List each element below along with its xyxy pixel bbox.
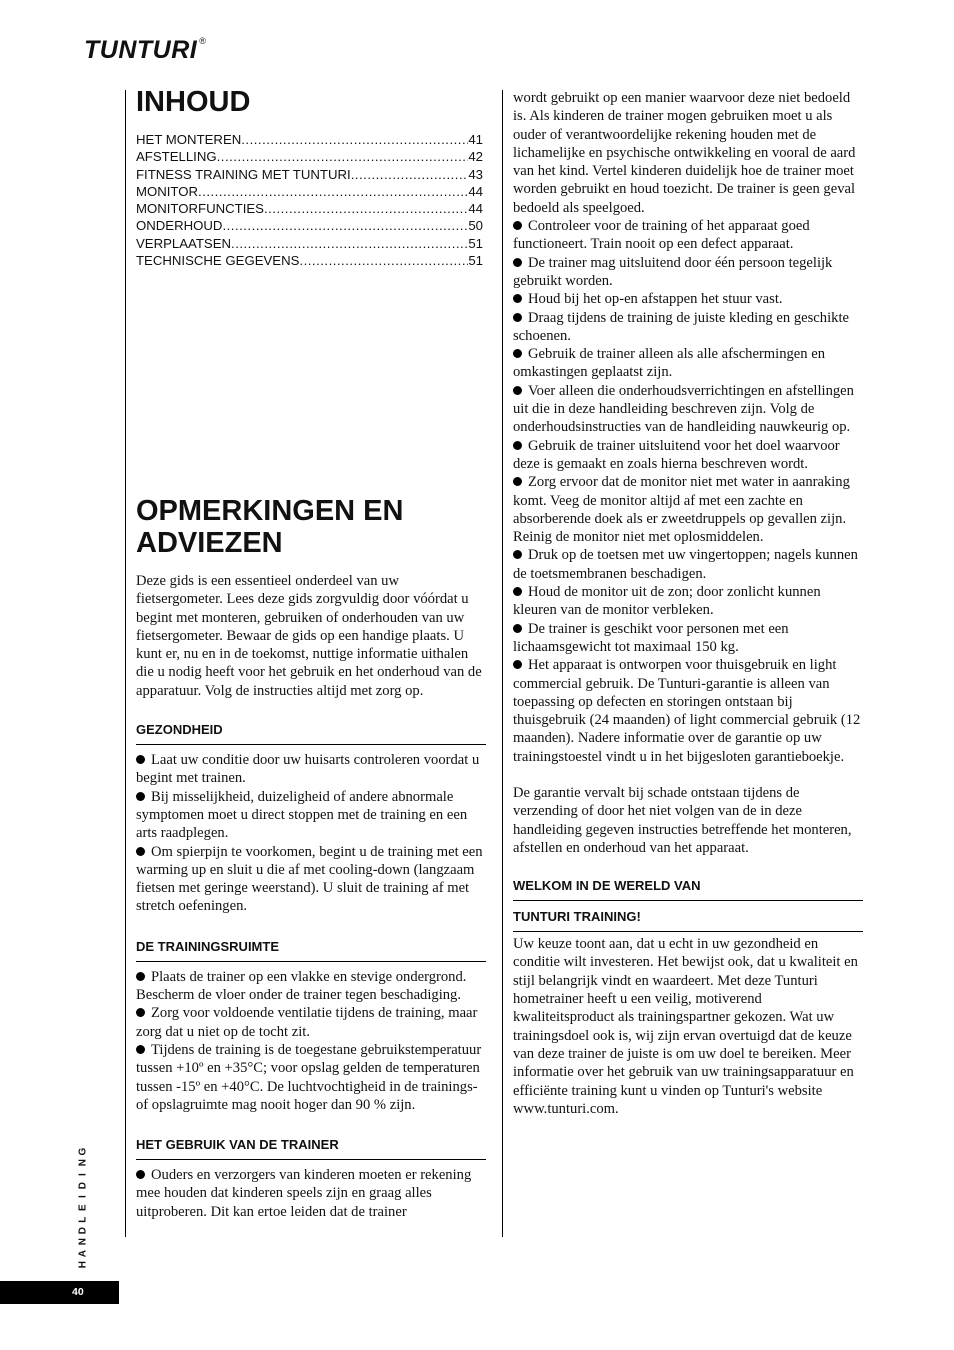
toc-item [136, 200, 483, 217]
toc-item [136, 148, 483, 165]
use-list [513, 217, 863, 766]
use-first-item: Ouders en verzorgers van kinderen moeten er rekening mee houden dat kinderen speels zijn en graag alles uitproberen. Dit kan ertoe leiden dat de trainer [136, 1167, 472, 1220]
health-list [136, 751, 486, 916]
bullet-icon [513, 624, 522, 633]
toc-leader-dots [351, 166, 469, 183]
list-item: Het apparaat is ontworpen voor thuisgebruik en light commercial gebruik. De Tunturi-garantie is alleen van toepassing op defecten en storingen ontstaan bij thuisgebruik (24 maanden) of light commercial gebruik (12 maanden). Nadere informatie over de garantie op uw trainingstoestel vindt u in het bijgesloten garantieboekje. [513, 657, 861, 765]
list-item: Zorg ervoor dat de monitor niet met water in aanraking komt. Veeg de monitor altijd af met een zachte en absorberende doek als er zweetdruppels op gevallen zijn. Reinig de monitor niet met oplosmiddelen. [513, 474, 850, 546]
list-item: De trainer mag uitsluitend door één persoon tegelijk gebruikt worden. [513, 254, 833, 289]
list-item: Zorg voor voldoende ventilatie tijdens de training, maar zorg dat u niet op de tocht zit. [136, 1005, 478, 1040]
toc-item-label: VERPLAATSEN [136, 235, 232, 251]
space-title: DE TRAININGSRUIMTE [136, 939, 486, 962]
space-section [136, 939, 486, 1114]
bullet-icon [513, 477, 522, 486]
list-item: De trainer is geschikt voor personen met een lichaamsgewicht tot maximaal 150 kg. [513, 620, 789, 655]
table-of-contents [136, 131, 483, 269]
toc-item-label: MONITORFUNCTIES [136, 201, 264, 217]
registered-mark: ® [199, 36, 206, 46]
left-column [136, 86, 486, 1220]
side-label: G N I D I E L D N A H [77, 1147, 89, 1269]
list-item: Bij misselijkheid, duizeligheid of andere abnormale symptomen moet u direct stoppen met de training en een arts raadplegen. [136, 788, 468, 842]
toc-item [136, 252, 483, 269]
health-section [136, 722, 486, 916]
toc-item [136, 166, 483, 183]
list-item: Draag tijdens de training de juiste kleding en geschikte schoenen. [513, 309, 849, 344]
bullet-icon [513, 550, 522, 559]
toc-leader-dots [264, 200, 468, 217]
bullet-icon [513, 221, 522, 230]
notes-intro: Deze gids is een essentieel onderdeel van uw fietsergometer. Lees deze gids zorgvuldig door vóórdat u begint met monteren, gebruiken of onderhouden van uw fietsergometer. Bewaar de gids op een handige plaats. U kunt er, nu en in de toekomst, nuttige informatie uithalen die u nodig heeft voor het gebruik en het onderhoud van de apparatuur. Volg de instructies altijd met zorg op. [136, 573, 482, 699]
bullet-icon [513, 349, 522, 358]
left-column-rule [125, 90, 126, 1237]
list-item: Druk op de toetsen met uw vingertoppen; nagels kunnen de toetsmembranen beschadigen. [513, 547, 858, 582]
toc-leader-dots [231, 235, 468, 252]
bullet-icon [136, 1045, 145, 1054]
welcome-title-line2: TUNTURI TRAINING! [513, 909, 863, 932]
toc-leader-dots [299, 252, 468, 269]
tunturi-logo [84, 36, 206, 62]
toc-item-label: MONITOR [136, 183, 199, 199]
toc-item-label: HET MONTEREN [136, 132, 242, 147]
right-column [513, 89, 863, 1118]
list-item: Om spierpijn te voorkomen, begint u de training met een warming up en sluit u die af met cooling-down (langzaam fietsen met geringe weerstand). U sluit de training af met stretch oefeningen. [136, 843, 483, 915]
bullet-icon [513, 258, 522, 267]
use-section [136, 1137, 486, 1221]
toc-item [136, 183, 483, 200]
notes-section [136, 495, 486, 1221]
bullet-icon [136, 972, 145, 981]
toc-item-page: 50 [468, 218, 483, 234]
notes-title: OPMERKINGEN EN ADVIEZEN [136, 495, 404, 559]
list-item: Houd bij het op-en afstappen het stuur vast. [513, 290, 863, 308]
bullet-icon [513, 313, 522, 322]
list-item: Controleer voor de training of het apparaat goed functioneert. Train nooit op een defect apparaat. [513, 218, 810, 253]
bullet-icon [136, 755, 145, 764]
health-title: GEZONDHEID [136, 722, 486, 745]
bullet-icon [513, 386, 522, 395]
list-item: Houd de monitor uit de zon; door zonlicht kunnen kleuren van de monitor verbleken. [513, 584, 821, 619]
toc-leader-dots [217, 148, 469, 165]
toc-leader-dots [198, 183, 468, 200]
page-number: 40 [72, 1286, 84, 1298]
toc-item-label: FITNESS TRAINING MET TUNTURI [136, 166, 351, 182]
use-first-item-continued: wordt gebruikt op een manier waarvoor deze niet bedoeld is. Als kinderen de trainer mogen gebruiken moet u als ouder of verantwoordelijke rekening houden met de lichamelijke en psychische ontwikkeling en vooral de aard van het kind. Vertel kinderen duidelijk hoe de trainer moet worden gebruikt en houd toezicht. De trainer is geen geval bedoeld als speelgoed. [513, 90, 856, 216]
toc-item-label: ONDERHOUD [136, 218, 223, 234]
bullet-icon [136, 792, 145, 801]
bullet-icon [136, 847, 145, 856]
bullet-icon [513, 294, 522, 303]
welcome-title-line1: WELKOM IN DE WERELD VAN [513, 878, 863, 901]
list-item: Tijdens de training is de toegestane gebruikstemperatuur tussen +10º en +35°C; voor opslag gelden de temperaturen tussen -15º en +40°C. De luchtvochtigheid in de trainings- of opslagruimte mag nooit hoger dan 90 % zijn. [136, 1041, 482, 1113]
toc-item-label: AFSTELLING [136, 149, 217, 165]
list-item: Laat uw conditie door uw huisarts controleren voordat u begint met trainen. [136, 752, 480, 787]
toc-leader-dots [241, 131, 468, 148]
toc-item [136, 217, 483, 234]
list-item: Voer alleen die onderhoudsverrichtingen en afstellingen uit die in deze handleiding beschreven zijn. Volg de onderhoudsinstructies van de handleiding nauwkeurig op. [513, 382, 854, 436]
warranty-note: De garantie vervalt bij schade ontstaan tijdens de verzending of door het niet volgen van de in deze handleiding gegeven instructies betreffende het monteren, afstellen en onderhoud van het apparaat. [513, 784, 852, 856]
page-number-badge [0, 1281, 119, 1304]
toc-item [136, 235, 483, 252]
list-item: Gebruik de trainer uitsluitend voor het doel waarvoor deze is gemaakt en zoals hierna beschreven wordt. [513, 437, 840, 472]
welcome-text: Uw keuze toont aan, dat u echt in uw gezondheid en conditie wilt investeren. Het bewijst ook, dat u kwaliteit en stijl belangrijk vindt en waardeert. Met deze Tunturi hometrainer heeft u een veilig, motiverend kwaliteitsproduct als trainingspartner gekozen. Wat uw trainingsdoel ook is, wij zijn ervan overtuigd dat de keuze van deze trainer de juiste is om uw doel te bereiken. Meer informatie over het gebruik van uw trainingsapparatuur en efficiënte training kunt u vinden op Tunturi's website www.tunturi.com. [513, 936, 858, 1117]
toc-item-page: 43 [468, 166, 483, 182]
toc-item-page: 42 [468, 149, 483, 165]
space-list [136, 968, 486, 1114]
list-item: Plaats de trainer op een vlakke en stevige ondergrond. Bescherm de vloer onder de trainer tegen beschadiging. [136, 968, 467, 1004]
toc-item-page: 41 [468, 132, 483, 147]
bullet-icon [513, 660, 522, 669]
bullet-icon [513, 587, 522, 596]
toc-item [136, 131, 483, 148]
toc-item-page: 44 [468, 183, 483, 199]
list-item: Gebruik de trainer alleen als alle afschermingen en omkastingen geplaatst zijn. [513, 346, 826, 381]
bullet-icon [136, 1008, 145, 1017]
toc-item-page: 44 [468, 201, 483, 217]
toc-item-label: TECHNISCHE GEGEVENS [136, 253, 300, 269]
bullet-icon [513, 441, 522, 450]
toc-item-page: 51 [468, 253, 483, 269]
bullet-icon [136, 1170, 145, 1179]
toc-item-page: 51 [468, 235, 483, 251]
use-title: HET GEBRUIK VAN DE TRAINER [136, 1137, 486, 1160]
welcome-section [513, 878, 863, 1118]
toc-title: INHOUD [136, 86, 251, 118]
center-column-rule [502, 90, 503, 1237]
toc-leader-dots [222, 217, 468, 234]
brand-name: TUNTURI [84, 36, 198, 64]
